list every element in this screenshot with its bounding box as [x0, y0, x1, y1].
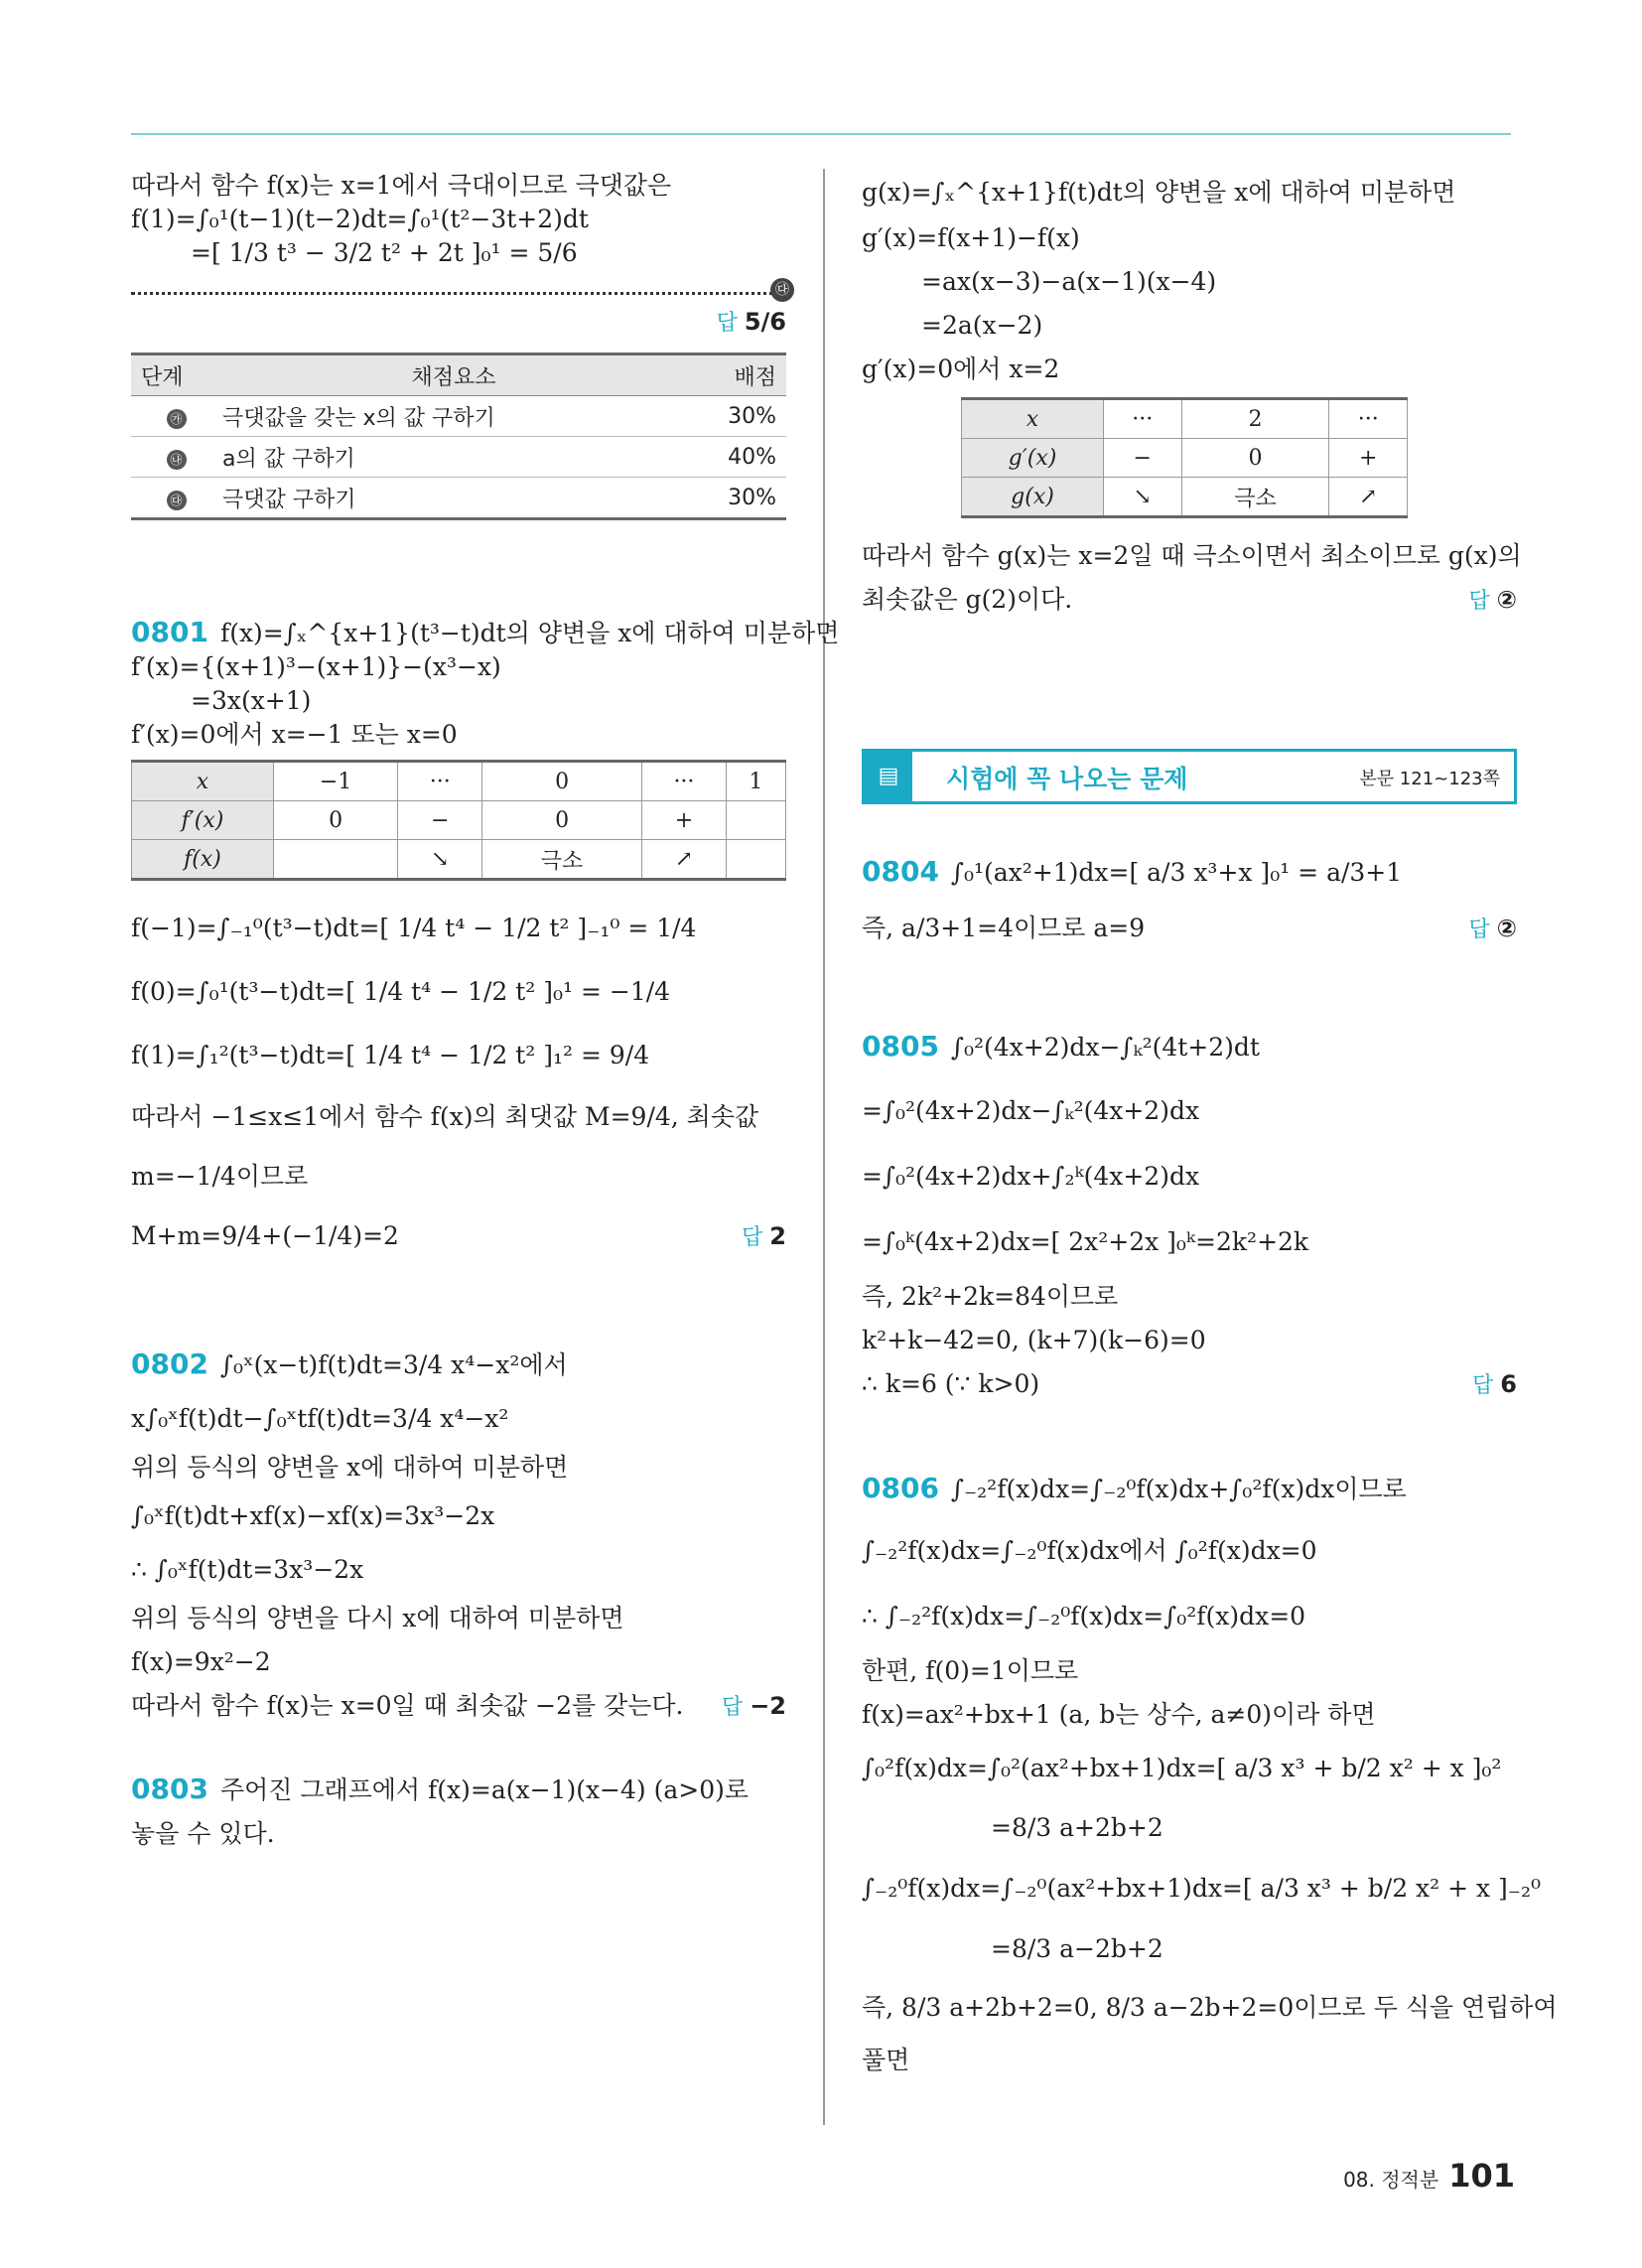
text-line: =∫₀²(4x+2)dx−∫ₖ²(4x+2)dx	[862, 1096, 1200, 1125]
problem-0802: 0802 ∫₀ˣ(x−t)f(t)dt=3/4 x⁴−x²에서	[131, 1347, 568, 1380]
answer: 답 5/6	[716, 308, 786, 336]
problem-0805: 0805 ∫₀²(4x+2)dx−∫ₖ²(4t+2)dt	[862, 1030, 1260, 1063]
step-mark-icon: ㉰	[770, 278, 794, 302]
text-line: k²+k−42=0, (k+7)(k−6)=0	[862, 1326, 1206, 1354]
text-line: 최솟값은 g(2)이다. 답 ②	[862, 578, 1517, 622]
text-line: f(0)=∫₀¹(t³−t)dt=[ 1/4 t⁴ − 1/2 t² ]₀¹ = −1/4	[131, 977, 671, 1006]
text-line: ∫₀ˣf(t)dt+xf(x)−xf(x)=3x³−2x	[131, 1501, 495, 1530]
text-line: ∫₋₂²f(x)dx=∫₋₂⁰f(x)dx에서 ∫₀²f(x)dx=0	[862, 1536, 1317, 1565]
section-banner	[862, 749, 1517, 804]
text-line: 풀면	[862, 2046, 910, 2074]
answer-row	[131, 305, 786, 339]
page-footer	[1343, 2157, 1515, 2195]
step-icon: ㉮	[167, 409, 187, 429]
text-line: =3x(x+1)	[191, 686, 312, 715]
table-cell: a의 값 구하기	[221, 437, 686, 478]
text-line: 즉, 8/3 a+2b+2=0, 8/3 a−2b+2=0이므로 두 식을 연립하여	[862, 1993, 1558, 2022]
answer: 답 ②	[1468, 915, 1517, 942]
text-line: g(x)=∫ₓ^{x+1}f(t)dt의 양변을 x에 대하여 미분하면	[862, 178, 1456, 207]
text-line: f(1)=∫₀¹(t−1)(t−2)dt=∫₀¹(t²−3t+2)dt	[131, 205, 589, 233]
text-line: M+m=9/4+(−1/4)=2 답 2	[131, 1206, 786, 1266]
chapter-title: 08. 정적분	[1343, 2168, 1439, 2192]
text-line: ∴ ∫₋₂²f(x)dx=∫₋₂⁰f(x)dx=∫₀²f(x)dx=0	[862, 1602, 1306, 1630]
banner-title: 시험에 꼭 나오는 문제	[946, 765, 1188, 793]
problem-0804: 0804 ∫₀¹(ax²+1)dx=[ a/3 x³+x ]₀¹ = a/3+1	[862, 855, 1403, 888]
page-number: 101	[1448, 2157, 1515, 2195]
right-column	[862, 169, 1558, 2082]
left-column	[131, 169, 840, 1856]
answer: 답 2	[742, 1222, 786, 1250]
step-icon: ㉯	[167, 450, 187, 470]
text-line: 즉, a/3+1=4이므로 a=9 답 ②	[862, 901, 1517, 956]
answer: 답 −2	[721, 1692, 786, 1720]
table-header: 채점요소	[221, 354, 686, 396]
text-line: 한편, f(0)=1이므로	[862, 1656, 1079, 1685]
table-cell: 30%	[686, 396, 786, 437]
table-header: 배점	[686, 354, 786, 396]
text-line: g′(x)=f(x+1)−f(x)	[862, 223, 1080, 252]
table-cell: 극댓값 구하기	[221, 478, 686, 519]
text-line: 위의 등식의 양변을 x에 대하여 미분하면	[131, 1453, 569, 1482]
text-line: 따라서 함수 f(x)는 x=1에서 극대이므로 극댓값은	[131, 171, 672, 200]
text-line: ∴ ∫₀ˣf(t)dt=3x³−2x	[131, 1555, 364, 1584]
answer: 답 ②	[1468, 586, 1517, 614]
text-line: =2a(x−2)	[921, 311, 1043, 340]
book-icon: ▤	[865, 752, 912, 801]
text-line: =8/3 a−2b+2	[991, 1934, 1163, 1963]
scoring-table	[131, 353, 786, 520]
table-row: f′(x) 0 − 0 +	[132, 801, 786, 840]
text-line: ∫₋₂⁰f(x)dx=∫₋₂⁰(ax²+bx+1)dx=[ a/3 x³ + b/2 x² + x ]₋₂⁰	[862, 1874, 1542, 1903]
text-line: x∫₀ˣf(t)dt−∫₀ˣtf(t)dt=3/4 x⁴−x²	[131, 1404, 509, 1433]
text-line: =[ 1/3 t³ − 3/2 t² + 2t ]₀¹ = 5/6	[191, 238, 578, 267]
problem-0803: 0803 주어진 그래프에서 f(x)=a(x−1)(x−4) (a>0)로	[131, 1772, 750, 1805]
table-row	[131, 396, 786, 437]
problem-0801: 0801 f(x)=∫ₓ^{x+1}(t³−t)dt의 양변을 x에 대하여 미분하면	[131, 616, 840, 648]
table-cell: 극댓값을 갖는 x의 값 구하기	[221, 396, 686, 437]
table-cell: 40%	[686, 437, 786, 478]
text-line: =8/3 a+2b+2	[991, 1813, 1163, 1842]
answer: 답 6	[1472, 1370, 1517, 1398]
text-line: f′(x)={(x+1)³−(x+1)}−(x³−x)	[131, 652, 501, 681]
text-line: ∴ k=6 (∵ k>0) 답 6	[862, 1362, 1517, 1406]
column-divider	[823, 169, 825, 2125]
table-row: g′(x) − 0 +	[962, 439, 1408, 478]
text-line: 따라서 함수 f(x)는 x=0일 때 최솟값 −2를 갖는다. 답 −2	[131, 1684, 786, 1728]
table-cell: 30%	[686, 478, 786, 519]
text-line: =ax(x−3)−a(x−1)(x−4)	[921, 267, 1217, 296]
table-row: x ··· 2 ···	[962, 399, 1408, 439]
table-header: 단계	[131, 354, 221, 396]
text-line: f(x)=ax²+bx+1 (a, b는 상수, a≠0)이라 하면	[862, 1700, 1376, 1729]
text-line: m=−1/4이므로	[131, 1162, 309, 1191]
text-line: =∫₀ᵏ(4x+2)dx=[ 2x²+2x ]₀ᵏ=2k²+2k	[862, 1227, 1309, 1256]
table-row: g(x) ↘ 극소 ↗	[962, 478, 1408, 517]
text-line: 즉, 2k²+2k=84이므로	[862, 1282, 1119, 1311]
text-line: ∫₀²f(x)dx=∫₀²(ax²+bx+1)dx=[ a/3 x³ + b/2 x² + x ]₀²	[862, 1754, 1502, 1782]
dotted-separator	[131, 282, 789, 298]
text-line: 놓을 수 있다.	[131, 1819, 275, 1848]
text-line: =∫₀²(4x+2)dx+∫₂ᵏ(4x+2)dx	[862, 1162, 1200, 1191]
text-line: f(1)=∫₁²(t³−t)dt=[ 1/4 t⁴ − 1/2 t² ]₁² = 9/4	[131, 1041, 650, 1069]
sign-table	[131, 760, 786, 881]
text-line: 위의 등식의 양변을 다시 x에 대하여 미분하면	[131, 1604, 624, 1632]
step-icon: ㉰	[167, 491, 187, 510]
banner-page-ref: 본문 121~123쪽	[1359, 769, 1500, 789]
text-line: f(x)=9x²−2	[131, 1647, 271, 1676]
table-row: x −1 ··· 0 ··· 1	[132, 762, 786, 801]
sign-table	[961, 397, 1408, 518]
text-line: 따라서 −1≤x≤1에서 함수 f(x)의 최댓값 M=9/4, 최솟값	[131, 1102, 759, 1131]
table-row	[131, 478, 786, 519]
table-row: f(x) ↘ 극소 ↗	[132, 840, 786, 880]
text-line: f(−1)=∫₋₁⁰(t³−t)dt=[ 1/4 t⁴ − 1/2 t² ]₋₁⁰ = 1/4	[131, 914, 697, 942]
text-line: 따라서 함수 g(x)는 x=2일 때 극소이면서 최소이므로 g(x)의	[862, 541, 1522, 570]
header-rule	[131, 133, 1511, 135]
text-line: f′(x)=0에서 x=−1 또는 x=0	[131, 720, 458, 749]
text-line: g′(x)=0에서 x=2	[862, 354, 1060, 383]
table-row	[131, 437, 786, 478]
problem-0806: 0806 ∫₋₂²f(x)dx=∫₋₂⁰f(x)dx+∫₀²f(x)dx이므로	[862, 1472, 1407, 1504]
